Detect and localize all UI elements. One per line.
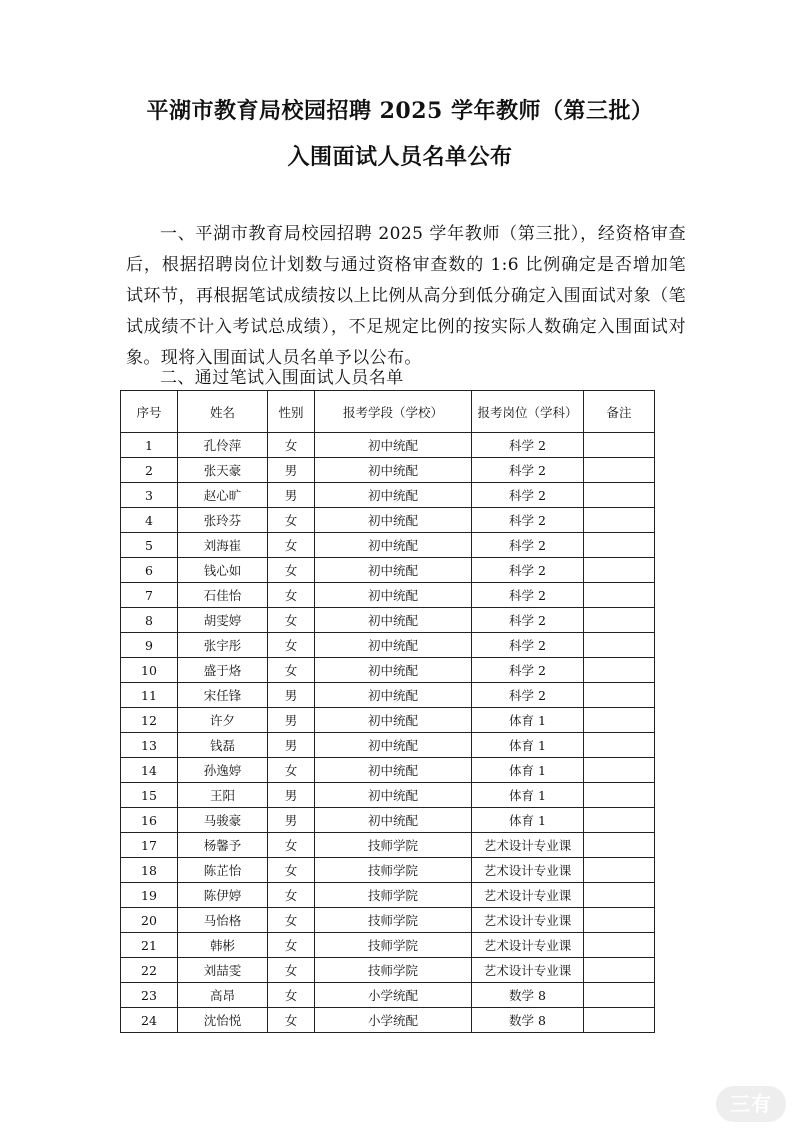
header-name: 姓名 <box>178 391 268 433</box>
cell-note <box>584 683 655 708</box>
cell-seq: 10 <box>121 658 178 683</box>
cell-note <box>584 908 655 933</box>
table-row <box>121 933 655 958</box>
candidate-table <box>120 390 655 1033</box>
cell-name: 韩彬 <box>178 933 268 958</box>
cell-stage: 初中统配 <box>315 708 472 733</box>
cell-name: 马怡格 <box>178 908 268 933</box>
table-row <box>121 533 655 558</box>
table-row <box>121 833 655 858</box>
cell-seq: 17 <box>121 833 178 858</box>
cell-stage: 初中统配 <box>315 458 472 483</box>
table-row <box>121 758 655 783</box>
cell-gender: 女 <box>268 608 315 633</box>
cell-name: 马骏豪 <box>178 808 268 833</box>
cell-seq: 6 <box>121 558 178 583</box>
cell-post: 数学 8 <box>472 983 584 1008</box>
cell-post: 艺术设计专业课 <box>472 858 584 883</box>
cell-gender: 女 <box>268 433 315 458</box>
cell-seq: 8 <box>121 608 178 633</box>
cell-post: 科学 2 <box>472 683 584 708</box>
cell-stage: 初中统配 <box>315 533 472 558</box>
cell-seq: 14 <box>121 758 178 783</box>
table-row <box>121 733 655 758</box>
cell-note <box>584 933 655 958</box>
cell-note <box>584 783 655 808</box>
cell-post: 体育 1 <box>472 733 584 758</box>
cell-seq: 24 <box>121 1008 178 1033</box>
document-title-line-1: 平湖市教育局校园招聘 2025 学年教师（第三批） <box>146 98 654 124</box>
cell-note <box>584 858 655 883</box>
cell-name: 钱磊 <box>178 733 268 758</box>
cell-seq: 12 <box>121 708 178 733</box>
cell-post: 科学 2 <box>472 608 584 633</box>
cell-post: 艺术设计专业课 <box>472 908 584 933</box>
cell-gender: 男 <box>268 783 315 808</box>
cell-post: 艺术设计专业课 <box>472 883 584 908</box>
cell-gender: 女 <box>268 658 315 683</box>
cell-seq: 9 <box>121 633 178 658</box>
cell-stage: 初中统配 <box>315 608 472 633</box>
cell-stage: 初中统配 <box>315 583 472 608</box>
cell-name: 陈芷怡 <box>178 858 268 883</box>
cell-stage: 初中统配 <box>315 758 472 783</box>
cell-note <box>584 708 655 733</box>
cell-name: 钱心如 <box>178 558 268 583</box>
cell-seq: 7 <box>121 583 178 608</box>
cell-stage: 小学统配 <box>315 983 472 1008</box>
cell-note <box>584 658 655 683</box>
cell-note <box>584 1008 655 1033</box>
cell-seq: 2 <box>121 458 178 483</box>
section-heading: 二、通过笔试入围面试人员名单 <box>160 368 404 388</box>
cell-gender: 男 <box>268 483 315 508</box>
cell-seq: 18 <box>121 858 178 883</box>
table-row <box>121 508 655 533</box>
cell-stage: 初中统配 <box>315 683 472 708</box>
table-row <box>121 683 655 708</box>
table-row <box>121 908 655 933</box>
cell-name: 陈伊婷 <box>178 883 268 908</box>
cell-note <box>584 758 655 783</box>
header-post: 报考岗位（学科） <box>472 391 584 433</box>
cell-post: 体育 1 <box>472 758 584 783</box>
cell-stage: 初中统配 <box>315 508 472 533</box>
table-row <box>121 583 655 608</box>
cell-gender: 女 <box>268 508 315 533</box>
cell-stage: 初中统配 <box>315 658 472 683</box>
table-row <box>121 483 655 508</box>
table-row <box>121 1008 655 1033</box>
document-title-line-2: 入围面试人员名单公布 <box>287 144 513 170</box>
cell-gender: 女 <box>268 533 315 558</box>
cell-seq: 13 <box>121 733 178 758</box>
table-row <box>121 658 655 683</box>
cell-gender: 女 <box>268 858 315 883</box>
cell-gender: 女 <box>268 833 315 858</box>
cell-gender: 男 <box>268 708 315 733</box>
table-row <box>121 983 655 1008</box>
cell-stage: 初中统配 <box>315 558 472 583</box>
table-body <box>121 433 655 1033</box>
table-row <box>121 458 655 483</box>
cell-note <box>584 883 655 908</box>
cell-stage: 初中统配 <box>315 483 472 508</box>
cell-post: 科学 2 <box>472 533 584 558</box>
cell-seq: 11 <box>121 683 178 708</box>
header-note: 备注 <box>584 391 655 433</box>
cell-name: 盛于烙 <box>178 658 268 683</box>
cell-note <box>584 458 655 483</box>
table-row <box>121 608 655 633</box>
cell-note <box>584 483 655 508</box>
cell-gender: 女 <box>268 883 315 908</box>
cell-gender: 女 <box>268 633 315 658</box>
cell-note <box>584 958 655 983</box>
cell-gender: 男 <box>268 808 315 833</box>
cell-name: 刘喆雯 <box>178 958 268 983</box>
cell-seq: 23 <box>121 983 178 1008</box>
cell-seq: 1 <box>121 433 178 458</box>
cell-name: 孔伶萍 <box>178 433 268 458</box>
cell-gender: 女 <box>268 1008 315 1033</box>
cell-note <box>584 533 655 558</box>
cell-seq: 16 <box>121 808 178 833</box>
cell-stage: 技师学院 <box>315 958 472 983</box>
cell-seq: 21 <box>121 933 178 958</box>
cell-post: 体育 1 <box>472 808 584 833</box>
cell-post: 科学 2 <box>472 558 584 583</box>
cell-gender: 女 <box>268 758 315 783</box>
cell-seq: 4 <box>121 508 178 533</box>
cell-note <box>584 583 655 608</box>
cell-name: 赵心旷 <box>178 483 268 508</box>
cell-post: 科学 2 <box>472 658 584 683</box>
cell-name: 许夕 <box>178 708 268 733</box>
table-row <box>121 883 655 908</box>
cell-name: 石佳怡 <box>178 583 268 608</box>
header-stage: 报考学段（学校） <box>315 391 472 433</box>
cell-gender: 女 <box>268 958 315 983</box>
cell-post: 艺术设计专业课 <box>472 958 584 983</box>
cell-stage: 技师学院 <box>315 908 472 933</box>
cell-gender: 女 <box>268 908 315 933</box>
cell-name: 张天豪 <box>178 458 268 483</box>
cell-note <box>584 733 655 758</box>
cell-name: 宋任锋 <box>178 683 268 708</box>
header-seq: 序号 <box>121 391 178 433</box>
cell-name: 王阳 <box>178 783 268 808</box>
cell-stage: 初中统配 <box>315 733 472 758</box>
cell-note <box>584 808 655 833</box>
cell-gender: 女 <box>268 983 315 1008</box>
watermark-logo: 三有 <box>716 1086 786 1122</box>
cell-name: 胡雯婷 <box>178 608 268 633</box>
table-row <box>121 958 655 983</box>
cell-name: 张宇彤 <box>178 633 268 658</box>
cell-gender: 男 <box>268 683 315 708</box>
cell-name: 沈怡悦 <box>178 1008 268 1033</box>
cell-gender: 女 <box>268 583 315 608</box>
cell-seq: 22 <box>121 958 178 983</box>
cell-stage: 初中统配 <box>315 783 472 808</box>
cell-stage: 技师学院 <box>315 933 472 958</box>
cell-stage: 初中统配 <box>315 433 472 458</box>
cell-stage: 小学统配 <box>315 1008 472 1033</box>
cell-stage: 初中统配 <box>315 633 472 658</box>
table-row <box>121 808 655 833</box>
cell-note <box>584 608 655 633</box>
cell-gender: 女 <box>268 933 315 958</box>
cell-post: 科学 2 <box>472 458 584 483</box>
cell-post: 科学 2 <box>472 483 584 508</box>
cell-post: 科学 2 <box>472 433 584 458</box>
cell-post: 体育 1 <box>472 708 584 733</box>
header-gender: 性别 <box>268 391 315 433</box>
cell-note <box>584 508 655 533</box>
cell-post: 体育 1 <box>472 783 584 808</box>
cell-stage: 技师学院 <box>315 833 472 858</box>
cell-name: 杨馨予 <box>178 833 268 858</box>
cell-name: 孙逸婷 <box>178 758 268 783</box>
cell-seq: 20 <box>121 908 178 933</box>
cell-stage: 技师学院 <box>315 858 472 883</box>
cell-note <box>584 633 655 658</box>
cell-name: 高昂 <box>178 983 268 1008</box>
cell-stage: 初中统配 <box>315 808 472 833</box>
cell-name: 刘海崔 <box>178 533 268 558</box>
cell-note <box>584 433 655 458</box>
cell-gender: 男 <box>268 733 315 758</box>
table-header-row <box>121 391 655 433</box>
cell-post: 艺术设计专业课 <box>472 933 584 958</box>
cell-post: 科学 2 <box>472 633 584 658</box>
cell-post: 艺术设计专业课 <box>472 833 584 858</box>
cell-post: 科学 2 <box>472 583 584 608</box>
table-row <box>121 708 655 733</box>
cell-gender: 男 <box>268 458 315 483</box>
cell-stage: 技师学院 <box>315 883 472 908</box>
cell-seq: 5 <box>121 533 178 558</box>
table-row <box>121 433 655 458</box>
cell-post: 科学 2 <box>472 508 584 533</box>
cell-name: 张玲芬 <box>178 508 268 533</box>
cell-post: 数学 8 <box>472 1008 584 1033</box>
cell-seq: 15 <box>121 783 178 808</box>
cell-seq: 3 <box>121 483 178 508</box>
table-row <box>121 783 655 808</box>
cell-note <box>584 983 655 1008</box>
cell-gender: 女 <box>268 558 315 583</box>
cell-seq: 19 <box>121 883 178 908</box>
cell-note <box>584 833 655 858</box>
cell-note <box>584 558 655 583</box>
table-header <box>121 391 655 433</box>
intro-paragraph: 一、平湖市教育局校园招聘 2025 学年教师（第三批），经资格审查后，根据招聘岗位计划数与通过资格审查数的 1:6 比例确定是否增加笔试环节，再根据笔试成绩按以上比例从高分到低分确定入围面试对象（笔试成绩不计入考试总成绩），不足规定比例的按实际人数确定入围面试对象。现将入围面试人员名单予以公布。 <box>126 224 686 368</box>
table-row <box>121 858 655 883</box>
table-row <box>121 633 655 658</box>
table-row <box>121 558 655 583</box>
